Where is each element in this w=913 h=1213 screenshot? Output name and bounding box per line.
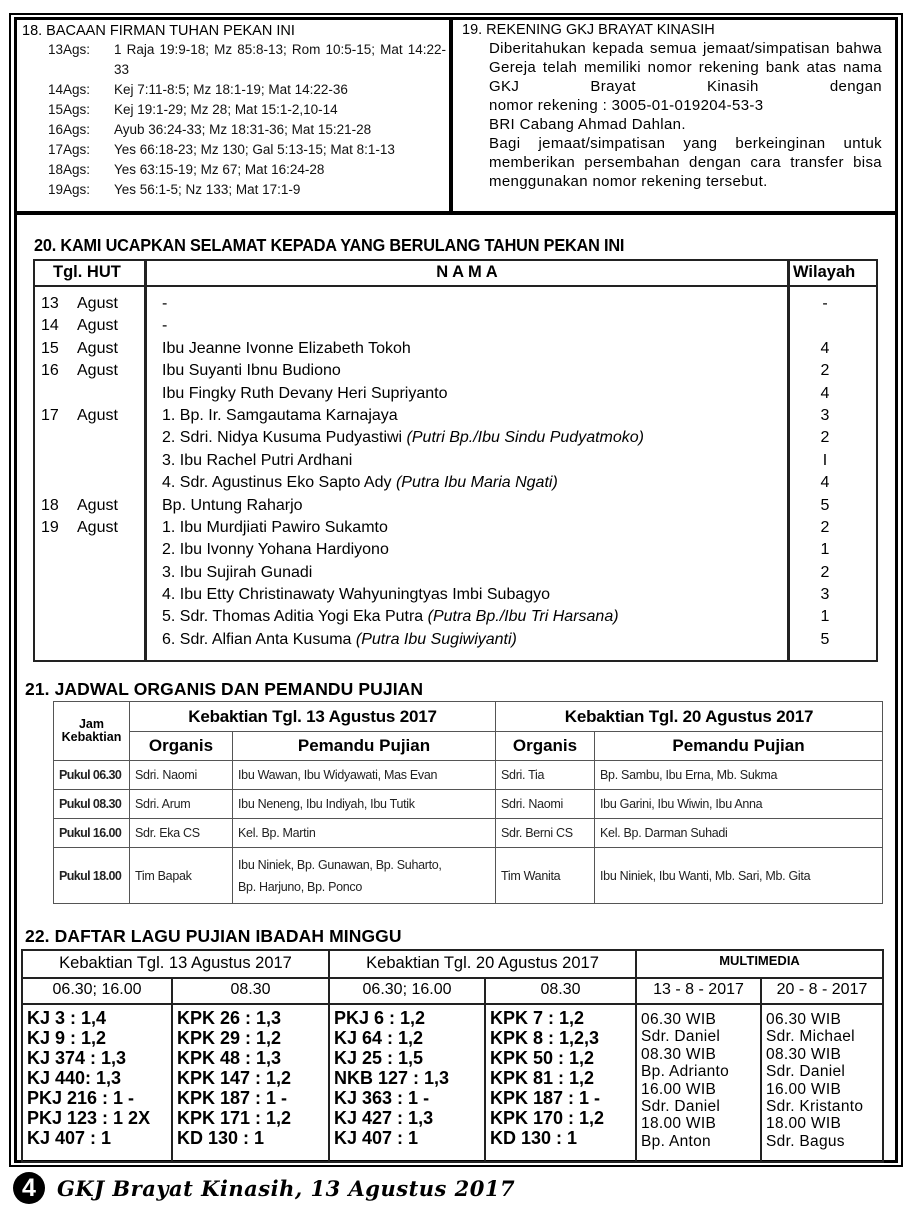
- service-time: Pukul 06.30: [54, 761, 130, 790]
- birthday-day: 18: [41, 496, 59, 514]
- songs-service-2-header: Kebaktian Tgl. 20 Agustus 2017: [329, 950, 636, 978]
- multimedia-item: 18.00 WIB: [766, 1115, 842, 1133]
- song-item: KJ 407 : 1: [334, 1128, 419, 1148]
- reading-date: 18Ags:: [48, 162, 91, 177]
- birthday-name: 3. Ibu Sujirah Gunadi: [162, 563, 313, 581]
- song-item: KJ 427 : 1,3: [334, 1108, 434, 1128]
- section-divider-horizontal: [14, 211, 898, 215]
- multimedia-item: Sdr. Daniel: [641, 1028, 721, 1046]
- multimedia-header: MULTIMEDIA: [636, 950, 883, 978]
- multimedia-item: Sdr. Michael: [766, 1028, 855, 1046]
- birthday-name: Ibu Jeanne Ivonne Elizabeth Tokoh: [162, 339, 411, 357]
- multimedia-item: 18.00 WIB: [641, 1115, 717, 1133]
- birthday-row: [35, 450, 876, 472]
- header-service-1: Kebaktian Tgl. 13 Agustus 2017: [130, 702, 496, 732]
- birthday-day: 17: [41, 406, 59, 424]
- song-item: NKB 127 : 1,3: [334, 1068, 450, 1088]
- reading-date: 17Ags:: [48, 142, 91, 157]
- transfer-info-text: Bagi jemaat/simpatisan yang berkeinginan untuk memberikan persembahan dengan cara transfer bisa menggunakan nomor rekening tersebut.: [489, 135, 882, 190]
- birthday-region: 2: [820, 518, 830, 536]
- header-service-time: Jam Kebaktian: [54, 702, 130, 761]
- birthday-row: [35, 517, 876, 539]
- birthday-row: [35, 472, 876, 494]
- service-time: Pukul 16.00: [54, 819, 130, 848]
- multimedia-item: 08.30 WIB: [641, 1045, 717, 1063]
- account-intro-text: Diberitahukan kepada semua jemaat/simpatisan bahwa Gereja telah memiliki nomor rekening bank atas nama GKJ Brayat Kinasih dengan: [489, 40, 882, 95]
- song-column-time: 08.30: [485, 978, 636, 1004]
- section-divider-vertical: [449, 17, 453, 213]
- birthday-month: Agust: [77, 295, 118, 312]
- birthday-row: [35, 293, 876, 315]
- service-time: Pukul 08.30: [54, 790, 130, 819]
- birthday-month: Agust: [77, 339, 118, 357]
- song-column-time: 06.30; 16.00: [329, 978, 485, 1004]
- birthday-month: Agust: [77, 362, 118, 380]
- multimedia-item: 16.00 WIB: [641, 1080, 717, 1098]
- birthday-row: [35, 360, 876, 382]
- account-number: nomor rekening : 3005-01-019204-53-3: [489, 97, 764, 114]
- reading-row: [22, 140, 446, 160]
- birthday-note: (Putri Bp./Ibu Sindu Pudyatmoko): [406, 429, 644, 447]
- reading-row: [22, 160, 446, 180]
- song-item: KPK 7 : 1,2: [490, 1008, 585, 1028]
- worship-leaders-2: Ibu Niniek, Ibu Wanti, Mb. Sari, Mb. Gita: [595, 848, 883, 904]
- reading-date: 14Ags:: [48, 82, 91, 97]
- reading-row: [22, 80, 446, 100]
- birthday-row: [35, 584, 876, 606]
- song-item: KPK 81 : 1,2: [490, 1068, 595, 1088]
- reading-row: [22, 100, 446, 120]
- multimedia-item: 16.00 WIB: [766, 1080, 842, 1098]
- song-item: KPK 26 : 1,3: [177, 1008, 282, 1028]
- song-item: KPK 50 : 1,2: [490, 1048, 595, 1068]
- section-22-title: 22. DAFTAR LAGU PUJIAN IBADAH MINGGU: [25, 926, 402, 946]
- schedule-row: [54, 761, 883, 790]
- birthday-day: 19: [41, 518, 59, 536]
- birthday-region: 4: [820, 474, 830, 492]
- reading-passages: Kej 7:11-8:5; Mz 18:1-19; Mat 14:22-36: [114, 82, 348, 97]
- birthday-name: Bp. Untung Raharjo: [162, 496, 303, 514]
- birthday-name: -: [162, 295, 168, 312]
- birthday-month: Agust: [77, 518, 118, 536]
- multimedia-item: Sdr. Daniel: [641, 1098, 721, 1116]
- birthday-region: 1: [820, 608, 830, 626]
- schedule-row: [54, 790, 883, 819]
- birthday-day: 16: [41, 362, 59, 380]
- multimedia-item: Sdr. Bagus: [766, 1132, 845, 1150]
- song-column-time: 20 - 8 - 2017: [761, 978, 883, 1004]
- song-item: KJ 363 : 1 -: [334, 1088, 430, 1108]
- birthday-note: (Putra Bp./Ibu Tri Harsana): [427, 608, 619, 626]
- reading-passages: Yes 66:18-23; Mz 130; Gal 5:13-15; Mat 8:1-13: [114, 142, 395, 157]
- reading-row: [22, 120, 446, 140]
- reading-row: [22, 40, 446, 80]
- birthday-region: I: [822, 451, 828, 469]
- birthday-name: 4. Sdr. Agustinus Eko Sapto Ady: [162, 474, 396, 492]
- header-leader-1: Pemandu Pujian: [233, 732, 496, 761]
- birthday-name: Ibu Fingky Ruth Devany Heri Supriyanto: [162, 384, 448, 402]
- reading-date: 16Ags:: [48, 122, 91, 137]
- worship-leaders-1: Ibu Neneng, Ibu Indiyah, Ibu Tutik: [233, 790, 496, 819]
- section-18-title: 18. BACAAN FIRMAN TUHAN PEKAN INI: [22, 23, 295, 39]
- reading-passages: Kej 19:1-29; Mz 28; Mat 15:1-2,10-14: [114, 102, 338, 117]
- birthday-name: 2. Ibu Ivonny Yohana Hardiyono: [162, 541, 389, 559]
- song-list-table: [21, 949, 884, 1163]
- birthday-region: -: [822, 295, 828, 312]
- song-item: KPK 171 : 1,2: [177, 1108, 292, 1128]
- song-item: KPK 48 : 1,3: [177, 1048, 282, 1068]
- song-item: KPK 187 : 1 -: [490, 1088, 601, 1108]
- birthday-region: 2: [820, 429, 830, 447]
- song-item: KJ 440: 1,3: [27, 1068, 122, 1088]
- header-organist-2: Organis: [496, 732, 595, 761]
- organist-1: Sdri. Arum: [130, 790, 233, 819]
- header-service-2: Kebaktian Tgl. 20 Agustus 2017: [496, 702, 883, 732]
- birthday-region: 3: [820, 586, 830, 604]
- birthday-region: 1: [820, 541, 830, 559]
- birthday-note: (Putra Ibu Sugiwiyanti): [355, 630, 517, 648]
- birthday-row: [35, 315, 876, 337]
- birthday-name: 6. Sdr. Alfian Anta Kusuma: [162, 630, 356, 648]
- birthday-row: [35, 606, 876, 628]
- birthday-region: 4: [820, 384, 830, 402]
- worship-leaders-2: Kel. Bp. Darman Suhadi: [595, 819, 883, 848]
- songs-service-1-header: Kebaktian Tgl. 13 Agustus 2017: [22, 950, 329, 978]
- song-list-column: [22, 1004, 172, 1162]
- song-item: PKJ 6 : 1,2: [334, 1008, 426, 1028]
- birthday-row: [35, 338, 876, 360]
- birthday-region: 3: [820, 406, 830, 424]
- song-item: KPK 147 : 1,2: [177, 1068, 292, 1088]
- section-20-title: 20. KAMI UCAPKAN SELAMAT KEPADA YANG BERULANG TAHUN PEKAN INI: [34, 235, 625, 255]
- header-date: Tgl. HUT: [53, 263, 121, 281]
- song-list-column: [329, 1004, 485, 1162]
- birthday-row: [35, 539, 876, 561]
- birthday-name: 3. Ibu Rachel Putri Ardhani: [162, 451, 353, 469]
- organist-2: Sdr. Berni CS: [496, 819, 595, 848]
- song-list-column: [172, 1004, 329, 1162]
- header-name: N A M A: [436, 263, 498, 281]
- birthday-row: [35, 629, 876, 651]
- reading-passages: Yes 56:1-5; Nz 133; Mat 17:1-9: [114, 182, 301, 197]
- song-item: KJ 3 : 1,4: [27, 1008, 107, 1028]
- song-item: KD 130 : 1: [177, 1128, 265, 1148]
- organist-2: Tim Wanita: [496, 848, 595, 904]
- worship-leaders-2: Ibu Garini, Ibu Wiwin, Ibu Anna: [595, 790, 883, 819]
- song-column-time: 13 - 8 - 2017: [636, 978, 761, 1004]
- schedule-row: [54, 819, 883, 848]
- organist-1: Sdr. Eka CS: [130, 819, 233, 848]
- song-item: KPK 8 : 1,2,3: [490, 1028, 600, 1048]
- reading-date: 19Ags:: [48, 182, 91, 197]
- birthday-month: Agust: [77, 317, 118, 335]
- birthday-name: 2. Sdri. Nidya Kusuma Pudyastiwi: [162, 429, 407, 447]
- song-item: KPK 29 : 1,2: [177, 1028, 282, 1048]
- section-bible-readings: [22, 23, 446, 200]
- header-leader-2: Pemandu Pujian: [595, 732, 883, 761]
- birthday-name: 1. Bp. Ir. Samgautama Karnajaya: [162, 406, 398, 424]
- birthday-name: 4. Ibu Etty Christinawaty Wahyuningtyas Imbi Subagyo: [162, 586, 551, 604]
- multimedia-item: 08.30 WIB: [766, 1045, 842, 1063]
- page-footer: [13, 1172, 515, 1204]
- footer-text: GKJ Brayat Kinasih, 13 Agustus 2017: [57, 1175, 516, 1201]
- multimedia-item: 06.30 WIB: [641, 1011, 717, 1028]
- organist-1: Sdri. Naomi: [130, 761, 233, 790]
- birthday-region: 5: [820, 496, 830, 514]
- reading-passages: Ayub 36:24-33; Mz 18:31-36; Mat 15:21-28: [114, 122, 372, 137]
- reading-date: 13Ags:: [48, 42, 91, 57]
- birthday-name: Ibu Suyanti Ibnu Budiono: [162, 362, 341, 380]
- song-item: KJ 9 : 1,2: [27, 1028, 107, 1048]
- song-item: KPK 170 : 1,2: [490, 1108, 605, 1128]
- worship-leaders-1: Kel. Bp. Martin: [233, 819, 496, 848]
- song-list-column: [485, 1004, 636, 1162]
- birthday-row: [35, 562, 876, 584]
- worship-leaders-1: Ibu Niniek, Bp. Gunawan, Bp. Suharto, Bp. Harjuno, Bp. Ponco: [233, 848, 496, 904]
- reading-date: 15Ags:: [48, 102, 91, 117]
- birthday-name: -: [162, 317, 168, 335]
- multimedia-item: Bp. Anton: [641, 1132, 711, 1150]
- birthday-region: 2: [820, 362, 830, 380]
- header-organist-1: Organis: [130, 732, 233, 761]
- worship-leaders-1: Ibu Wawan, Ibu Widyawati, Mas Evan: [233, 761, 496, 790]
- reading-passages: Yes 63:15-19; Mz 67; Mat 16:24-28: [114, 162, 325, 177]
- birthday-region: 2: [820, 563, 830, 581]
- multimedia-item: Sdr. Daniel: [766, 1063, 846, 1081]
- service-time: Pukul 18.00: [54, 848, 130, 904]
- multimedia-item: Bp. Adrianto: [641, 1063, 730, 1081]
- song-item: KJ 25 : 1,5: [334, 1048, 424, 1068]
- page-number: 4: [13, 1172, 45, 1204]
- section-bank-account: [462, 21, 882, 191]
- schedule-row: [54, 848, 883, 904]
- birthday-table-header: [35, 261, 876, 287]
- song-item: PKJ 216 : 1 -: [27, 1088, 135, 1108]
- birthday-region: 5: [820, 630, 830, 648]
- organist-schedule-table: [53, 701, 883, 904]
- birthday-day: 15: [41, 339, 59, 357]
- birthday-name: 1. Ibu Murdjiati Pawiro Sukamto: [162, 518, 388, 536]
- birthday-row: [35, 383, 876, 405]
- birthday-region: 4: [820, 339, 830, 357]
- worship-leaders-2: Bp. Sambu, Ibu Erna, Mb. Sukma: [595, 761, 883, 790]
- organist-2: Sdri. Tia: [496, 761, 595, 790]
- birthday-day: 13: [41, 295, 59, 312]
- birthday-table: [33, 259, 878, 662]
- multimedia-item: Sdr. Kristanto: [766, 1098, 864, 1116]
- birthday-day: 14: [41, 317, 59, 335]
- reading-row: [22, 180, 446, 200]
- song-item: PKJ 123 : 1 2X: [27, 1108, 151, 1128]
- song-column-time: 06.30; 16.00: [22, 978, 172, 1004]
- organist-2: Sdri. Naomi: [496, 790, 595, 819]
- song-column-time: 08.30: [172, 978, 329, 1004]
- song-item: KJ 407 : 1: [27, 1128, 112, 1148]
- birthday-row: [35, 427, 876, 449]
- organist-1: Tim Bapak: [130, 848, 233, 904]
- birthday-month: Agust: [77, 406, 118, 424]
- header-region: Wilayah: [793, 263, 856, 281]
- section-19-title: 19. REKENING GKJ BRAYAT KINASIH: [462, 22, 715, 38]
- birthday-month: Agust: [77, 496, 118, 514]
- song-item: KJ 374 : 1,3: [27, 1048, 127, 1068]
- song-item: KPK 187 : 1 -: [177, 1088, 288, 1108]
- multimedia-column: [636, 1004, 761, 1162]
- song-item: KJ 64 : 1,2: [334, 1028, 424, 1048]
- birthday-row: [35, 495, 876, 517]
- birthday-note: (Putra Ibu Maria Ngati): [395, 474, 558, 492]
- multimedia-column: [761, 1004, 883, 1162]
- multimedia-item: 06.30 WIB: [766, 1011, 842, 1028]
- birthday-row: [35, 405, 876, 427]
- song-item: KD 130 : 1: [490, 1128, 578, 1148]
- bank-branch: BRI Cabang Ahmad Dahlan.: [489, 116, 686, 133]
- section-21-title: 21. JADWAL ORGANIS DAN PEMANDU PUJIAN: [25, 679, 424, 699]
- reading-passages: 1 Raja 19:9-18; Mz 85:8-13; Rom 10:5-15; Mat 14:22-33: [114, 42, 446, 77]
- birthday-name: 5. Sdr. Thomas Aditia Yogi Eka Putra: [162, 608, 428, 626]
